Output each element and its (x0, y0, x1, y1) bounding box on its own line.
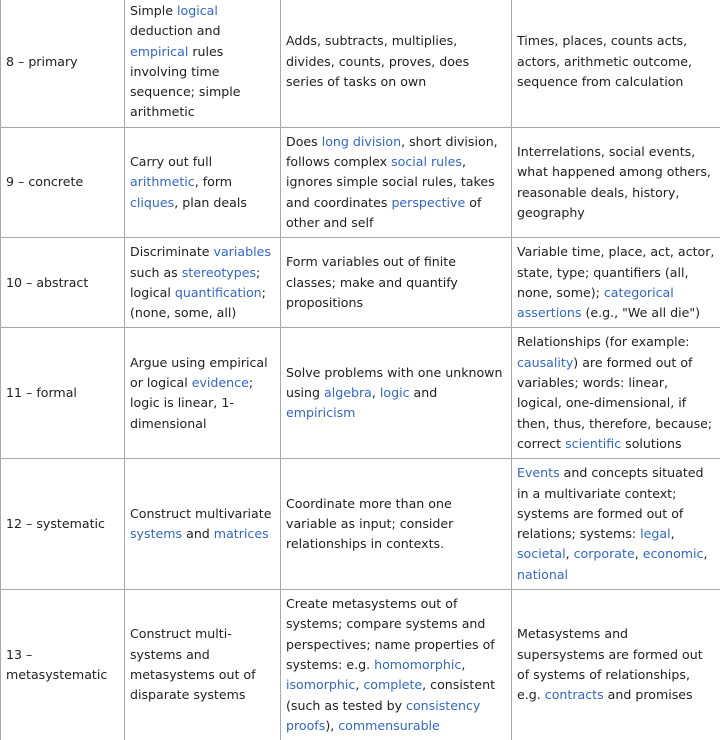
cell-text: Simple (130, 3, 177, 18)
wiki-link[interactable]: systems (130, 526, 182, 541)
table-row (1, 238, 720, 328)
cell-concepts (512, 328, 720, 459)
wiki-link[interactable]: long division (322, 134, 401, 149)
cell-text: Times, places, counts acts, actors, arithmetic outcome, sequence from calculation (517, 33, 692, 89)
cell-reasoning (125, 590, 281, 740)
wiki-link[interactable]: variables (214, 244, 271, 259)
cell-text: , plan deals (174, 195, 247, 210)
cell-text: Construct multi-systems and metasystems out of disparate systems (130, 626, 256, 702)
stage-cell: 11 – formal (1, 328, 125, 459)
cell-text: Carry out full (130, 154, 212, 169)
cell-text: (e.g., "We all die") (581, 305, 700, 320)
cell-text: Does (286, 134, 322, 149)
cell-text: Interrelations, social events, what happened among others, reasonable deals, history, geography (517, 144, 711, 220)
wiki-link[interactable]: scientific (565, 436, 621, 451)
cell-text: , short division, follows complex (286, 134, 498, 169)
cell-tasks (281, 0, 512, 127)
stage-cell: 10 – abstract (1, 238, 125, 328)
cell-text: , consistent (such as tested by (286, 677, 495, 712)
cell-text: Coordinate more than one variable as input; consider relationships in contexts. (286, 496, 453, 552)
cell-reasoning (125, 459, 281, 590)
table-row (1, 459, 720, 590)
wiki-link[interactable]: algebra (324, 385, 372, 400)
cell-text: Create metasystems out of systems; compare systems and perspectives; name properties of systems: e.g. (286, 596, 495, 672)
cell-text: , (703, 546, 707, 561)
wiki-link[interactable]: stereotypes (182, 265, 256, 280)
wiki-link[interactable]: societal (517, 546, 566, 561)
cell-text: , (461, 657, 465, 672)
wiki-link[interactable]: social rules (391, 154, 462, 169)
cell-text: , (355, 677, 363, 692)
cell-reasoning (125, 127, 281, 237)
cell-text: , (671, 526, 675, 541)
wiki-link[interactable]: empiricism (286, 405, 355, 420)
wiki-link[interactable]: empirical (130, 44, 188, 59)
cell-text: of other and self (286, 195, 481, 230)
cell-text: and (410, 385, 438, 400)
cell-concepts (512, 238, 720, 328)
cell-text: , ignores simple social rules, takes and coordinates (286, 154, 495, 210)
wiki-link[interactable]: categorical assertions (517, 285, 674, 320)
cell-text: Discriminate (130, 244, 214, 259)
cell-text: , (566, 546, 574, 561)
cell-text: Solve problems with one unknown using (286, 365, 502, 400)
cell-text: and promises (604, 687, 693, 702)
wiki-link[interactable]: legal (640, 526, 670, 541)
wiki-link[interactable]: Events (517, 465, 560, 480)
cell-text: ; logical (130, 265, 260, 300)
cell-concepts (512, 127, 720, 237)
cell-text: Adds, subtracts, multiplies, divides, counts, proves, does series of tasks on own (286, 33, 469, 89)
stage-cell: 12 – systematic (1, 459, 125, 590)
wiki-link[interactable]: corporate (574, 546, 635, 561)
wiki-link[interactable]: matrices (214, 526, 269, 541)
stage-cell: 8 – primary (1, 0, 125, 127)
cell-tasks (281, 590, 512, 740)
cell-text: ; (none, some, all) (130, 285, 266, 320)
wiki-link[interactable]: quantification (175, 285, 262, 300)
cell-tasks (281, 328, 512, 459)
cell-reasoning (125, 0, 281, 127)
cell-text: deduction and (130, 23, 220, 38)
cell-text: ; logic is linear, 1-dimensional (130, 375, 253, 431)
wiki-link[interactable]: evidence (192, 375, 249, 390)
cell-concepts (512, 0, 720, 127)
wiki-link[interactable]: consistency proofs (286, 698, 480, 733)
cell-tasks (281, 238, 512, 328)
cell-text: Variable time, place, act, actor, state, type; quantifiers (all, none, some); (517, 244, 714, 300)
cell-text: solutions (621, 436, 681, 451)
cell-text: Relationships (for example: (517, 334, 690, 349)
cell-text: , form (195, 174, 232, 189)
cell-tasks (281, 127, 512, 237)
cell-text: Argue using empirical or logical (130, 355, 268, 390)
wiki-link[interactable]: homomorphic (374, 657, 461, 672)
wiki-link[interactable]: causality (517, 355, 573, 370)
cell-text: Form variables out of finite classes; make and quantify propositions (286, 254, 458, 310)
table-row (1, 328, 720, 459)
wiki-link[interactable]: commensurable (338, 718, 440, 733)
cell-reasoning (125, 238, 281, 328)
cell-text: and (182, 526, 214, 541)
wiki-link[interactable]: cliques (130, 195, 174, 210)
cell-text: Metasystems and supersystems are formed out of systems of relationships, e.g. (517, 626, 703, 702)
wiki-link[interactable]: logical (177, 3, 218, 18)
cell-reasoning (125, 328, 281, 459)
cell-text: Construct multivariate (130, 506, 271, 521)
wiki-link[interactable]: complete (363, 677, 422, 692)
wiki-link[interactable]: national (517, 567, 568, 582)
wiki-link[interactable]: logic (380, 385, 410, 400)
cell-text: ) are formed out of variables; words: linear, logical, one-dimensional, if then, thus, therefore, because; correct (517, 355, 712, 451)
wiki-link[interactable]: arithmetic (130, 174, 195, 189)
cell-concepts (512, 590, 720, 740)
wiki-link[interactable]: isomorphic (286, 677, 355, 692)
table-row (1, 590, 720, 740)
stage-cell: 13 – metasystematic (1, 590, 125, 740)
cell-text: rules involving time sequence; simple arithmetic (130, 44, 241, 120)
wiki-link[interactable]: economic (643, 546, 704, 561)
cell-text: ), (325, 718, 338, 733)
cell-text: , (372, 385, 380, 400)
cell-text: and concepts situated in a multivariate context; systems are formed out of relations; systems: (517, 465, 704, 541)
table-row (1, 0, 720, 127)
cell-tasks (281, 459, 512, 590)
stage-cell: 9 – concrete (1, 127, 125, 237)
cell-text: , (635, 546, 643, 561)
wiki-link[interactable]: perspective (391, 195, 465, 210)
cell-text: such as (130, 265, 182, 280)
cell-concepts (512, 459, 720, 590)
wiki-link[interactable]: contracts (545, 687, 604, 702)
table-row (1, 127, 720, 237)
